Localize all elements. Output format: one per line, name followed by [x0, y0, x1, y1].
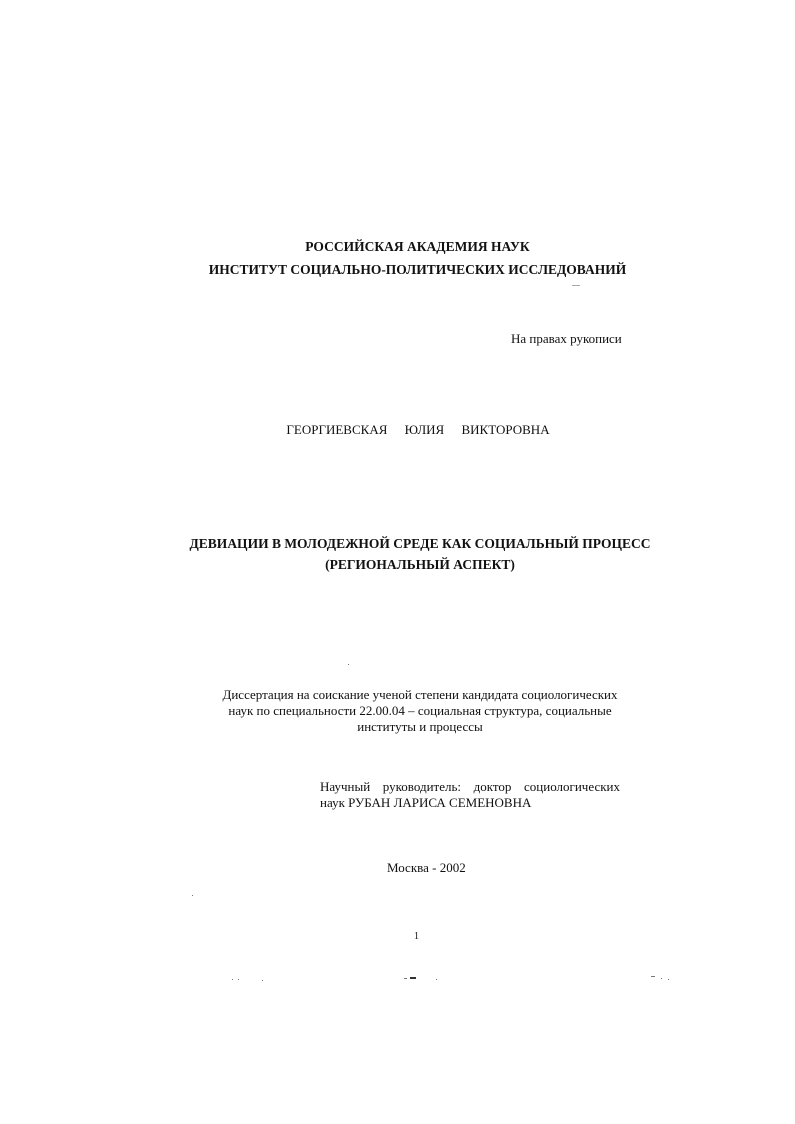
- scan-speck: [661, 978, 662, 979]
- scan-speck: [238, 979, 239, 980]
- scan-speck: [262, 980, 263, 981]
- page-number: 1: [414, 931, 419, 942]
- place-year: Москва - 2002: [387, 860, 466, 875]
- supervisor-line1: Научный руководитель: доктор социологических: [320, 779, 620, 794]
- description-line3: институты и процессы: [357, 719, 483, 734]
- scan-speck: [410, 977, 416, 979]
- manuscript-note: На правах рукописи: [511, 331, 622, 346]
- scan-speck: [436, 979, 437, 980]
- description-line2: наук по специальности 22.00.04 – социальная структура, социальные: [228, 703, 612, 718]
- scan-speck: [192, 895, 193, 896]
- scan-speck: [232, 979, 233, 980]
- scan-speck: [348, 664, 349, 665]
- scan-speck: [572, 285, 580, 286]
- dissertation-title-line1: ДЕВИАЦИИ В МОЛОДЕЖНОЙ СРЕДЕ КАК СОЦИАЛЬНЫЙ ПРОЦЕСС: [189, 536, 651, 551]
- academy-heading: РОССИЙСКАЯ АКАДЕМИЯ НАУК: [305, 239, 530, 254]
- author-name: ГЕОРГИЕВСКАЯ ЮЛИЯ ВИКТОРОВНА: [286, 422, 550, 437]
- scan-speck: [651, 976, 655, 977]
- scan-speck: [404, 978, 407, 979]
- scan-speck: [668, 979, 669, 980]
- description-line1: Диссертация на соискание ученой степени кандидата социологических: [222, 687, 618, 702]
- dissertation-title-line2: (РЕГИОНАЛЬНЫЙ АСПЕКТ): [325, 557, 515, 572]
- institute-heading: ИНСТИТУТ СОЦИАЛЬНО-ПОЛИТИЧЕСКИХ ИССЛЕДОВАНИЙ: [208, 262, 627, 277]
- supervisor-line2: наук РУБАН ЛАРИСА СЕМЕНОВНА: [320, 795, 532, 810]
